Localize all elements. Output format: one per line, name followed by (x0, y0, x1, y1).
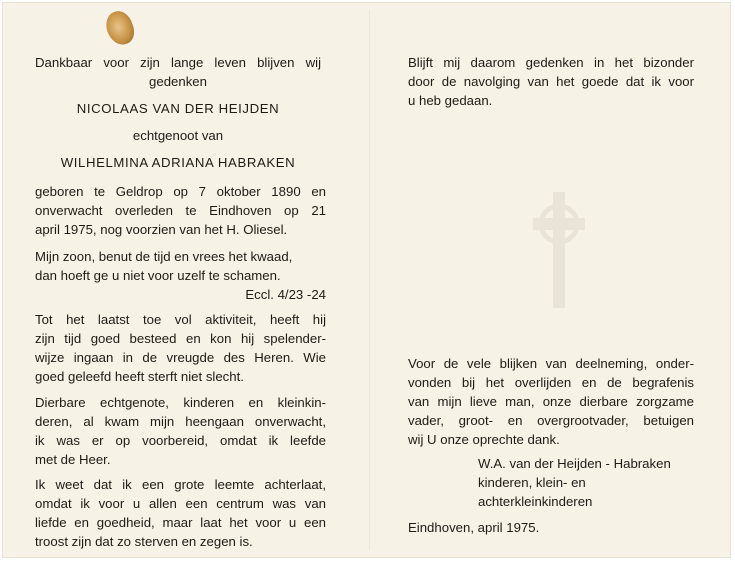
quote-line: Mijn zoon, benut de tijd en vrees het kwaad, (35, 249, 293, 264)
memorial-card (2, 2, 731, 558)
bio-line: onverwacht overleden te Eindhoven op 21 (35, 203, 326, 218)
bio-line: april 1975, nog voorzien van het H. Oliesel. (35, 222, 288, 237)
place-date: Eindhoven, april 1975. (408, 520, 540, 535)
thanks-line: vader, groot- en overgrootvader, betuigen (408, 413, 694, 428)
closing-line: door de navolging van het goede dat ik voor (408, 74, 694, 89)
signature-line: kinderen, klein- en (478, 475, 586, 490)
spouse-label: echtgenoot van (132, 128, 224, 143)
closing-line: Blijft mij daarom gedenken in het bizonder (408, 55, 694, 70)
thanks-line: wij U onze oprechte dank. (408, 432, 560, 447)
spouse-name: WILHELMINA ADRIANA HABRAKEN (60, 155, 296, 170)
para1-line: Tot het laatst toe vol aktiviteit, heeft hij (35, 312, 326, 327)
intro-line-2: gedenken (149, 74, 207, 89)
thanks-line: vonden bij het overlijden en de begrafenis (408, 375, 694, 390)
para3-line: troost zijn dat zo sterven en zegen is. (35, 534, 253, 549)
para3-line: omdat ik voor u allen een centrum was van (35, 496, 326, 511)
para1-line: wijze ingaan in de vreugde des Heren. Wie (35, 350, 326, 365)
bio-line: geboren te Geldrop op 7 oktober 1890 en (35, 184, 326, 199)
para3-line: Ik weet dat ik een grote leemte achterlaat, (35, 477, 326, 492)
para2-line: ik was er op voorbereid, omdat ik leefde (35, 433, 326, 448)
deceased-name: NICOLAAS VAN DER HEIJDEN (76, 101, 280, 116)
signature-line: achterkleinkinderen (478, 494, 593, 509)
quote-reference: Eccl. 4/23 -24 (245, 287, 326, 302)
intro-line-1: Dankbaar voor zijn lange leven blijven wij (35, 55, 321, 70)
para2-line: Dierbare echtgenote, kinderen en kleinkin- (35, 395, 326, 410)
cross-watermark-icon (529, 188, 589, 312)
quote-line: dan hoeft ge u niet voor uzelf te schamen. (35, 268, 281, 283)
signature-line: W.A. van der Heijden - Habraken (478, 456, 671, 471)
para1-line: zijn tijd goed besteed en kon hij spelender- (35, 331, 326, 346)
center-fold (369, 10, 370, 550)
para2-line: met de Heer. (35, 452, 111, 467)
thanks-line: van mijn lieve man, onze dierbare zorgzame (408, 394, 694, 409)
thanks-line: Voor de vele blijken van deelneming, onder- (408, 356, 694, 371)
para3-line: liefde en goedheid, maar laat het voor u een (35, 515, 326, 530)
para1-line: goed geleefd heeft sterft niet slecht. (35, 369, 244, 384)
para2-line: deren, al kwam mijn heengaan onverwacht, (35, 414, 326, 429)
closing-line: u heb gedaan. (408, 93, 493, 108)
stain-mark (102, 8, 137, 48)
